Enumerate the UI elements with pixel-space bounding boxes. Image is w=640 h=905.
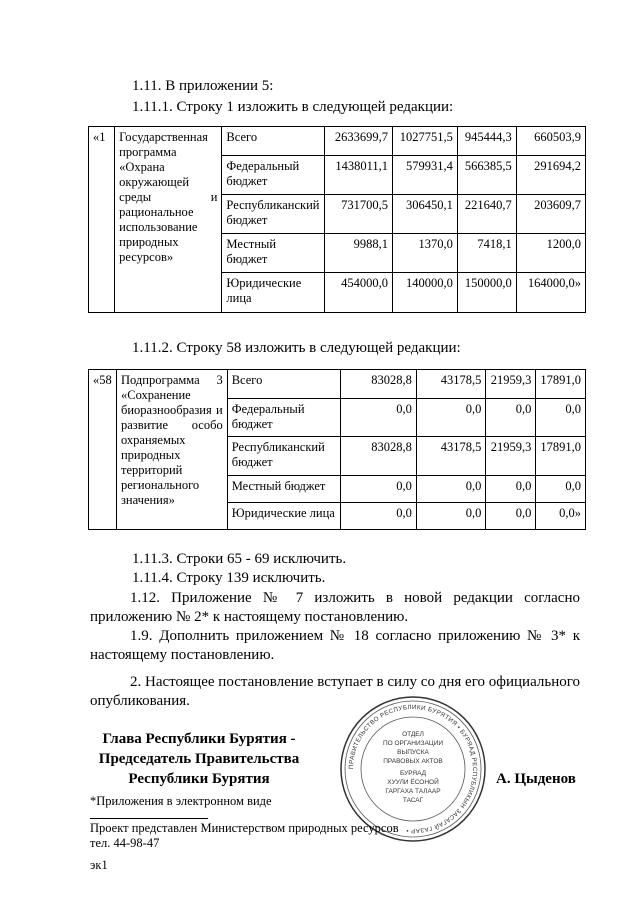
cell-value: 0,0	[486, 503, 536, 530]
signatory-title-3: Республики Бурятия	[128, 771, 270, 787]
row-label: Местный бюджет	[222, 234, 324, 273]
item-1-9: 1.9. Дополнить приложением № 18 согласно приложению № 3* к настоящему постановлению.	[90, 628, 580, 663]
row-label: Юридические лица	[227, 503, 341, 530]
item-2: 2. Настоящее постановление вступает в силу со дня его официального опубликования.	[90, 674, 580, 709]
cell-value: 291694,2	[516, 156, 585, 195]
cell-value: 306450,1	[393, 195, 458, 234]
row-number: «58	[89, 370, 117, 530]
subprogram-name: Подпрограмма 3 «Сохранение биоразнообразия и развитие особо охраняемых природных территорий регионального значения»	[116, 370, 227, 530]
cell-value: 83028,8	[341, 437, 416, 476]
cell-value: 1200,0	[516, 234, 585, 273]
cell-value: 9988,1	[324, 234, 393, 273]
cell-value: 0,0	[536, 476, 586, 503]
row-label: Всего	[222, 127, 324, 156]
cell-value: 2633699,7	[324, 127, 393, 156]
seal-line: ХУУЛИ ЁСОНОЙ	[387, 779, 439, 786]
cell-value: 660503,9	[516, 127, 585, 156]
table-row	[89, 127, 586, 156]
row-label: Республиканский бюджет	[222, 195, 324, 234]
cell-value: 0,0	[341, 503, 416, 530]
seal-line: ГАРГАХА ТАЛААР	[385, 788, 441, 795]
item-1-12: 1.12. Приложение № 7 изложить в новой редакции согласно приложению № 2* к настоящему постановлению.	[90, 590, 580, 625]
seal-ring-text: ПРАВИТЕЛЬСТВО РЕСПУБЛИКИ БУРЯТИЯ • БУРЯАД РЕСПУБЛИКЫН ЗАСАГАЙ ГАЗАР •	[347, 703, 479, 835]
seal-line: ВЫПУСКА	[397, 749, 429, 756]
seal-line: ПРАВОВЫХ АКТОВ	[383, 758, 443, 765]
footer-phone: тел. 44-98-47	[90, 836, 160, 850]
cell-value: 0,0»	[536, 503, 586, 530]
cell-value: 566385,5	[457, 156, 516, 195]
budget-table-row-58	[88, 369, 586, 530]
cell-value: 0,0	[416, 503, 486, 530]
footnote: *Приложения в электронном виде	[90, 794, 272, 808]
cell-value: 17891,0	[536, 370, 586, 399]
cell-value: 43178,5	[416, 437, 486, 476]
program-name: Государственная программа «Охрана окружающей среды и рациональное использование природных ресурсов»	[115, 127, 222, 313]
cell-value: 21959,3	[486, 437, 536, 476]
cell-value: 140000,0	[393, 273, 458, 313]
cell-value: 43178,5	[416, 370, 486, 399]
cell-value: 7418,1	[457, 234, 516, 273]
cell-value: 203609,7	[516, 195, 585, 234]
item-1-11-3: 1.11.3. Строки 65 - 69 исключить.	[132, 551, 347, 567]
budget-table-row-1	[88, 126, 586, 313]
row-label: Местный бюджет	[227, 476, 341, 503]
item-1-11-2: 1.11.2. Строку 58 изложить в следующей редакции:	[132, 340, 461, 356]
row-label: Федеральный бюджет	[222, 156, 324, 195]
footer-code: эк1	[90, 858, 108, 872]
row-label: Юридические лица	[222, 273, 324, 313]
row-label: Федеральный бюджет	[227, 399, 341, 437]
seal-line: ПО ОРГАНИЗАЦИИ	[382, 740, 444, 747]
cell-value: 1027751,5	[393, 127, 458, 156]
seal-line: ТАСАГ	[402, 797, 424, 804]
cell-value: 17891,0	[536, 437, 586, 476]
cell-value: 579931,4	[393, 156, 458, 195]
item-1-11-1: 1.11.1. Строку 1 изложить в следующей редакции:	[132, 99, 454, 115]
table-row	[89, 370, 586, 399]
cell-value: 0,0	[341, 476, 416, 503]
row-number: «1	[89, 127, 115, 313]
svg-text:ПРАВИТЕЛЬСТВО РЕСПУБЛИКИ БУРЯТ	[348, 704, 478, 834]
cell-value: 164000,0»	[516, 273, 585, 313]
cell-value: 1438011,1	[324, 156, 393, 195]
row-label: Всего	[227, 370, 341, 399]
cell-value: 0,0	[536, 399, 586, 437]
seal-line: ОТДЕЛ	[402, 731, 424, 738]
cell-value: 1370,0	[393, 234, 458, 273]
cell-value: 454000,0	[324, 273, 393, 313]
cell-value: 945444,3	[457, 127, 516, 156]
footer-project: Проект представлен Министерством природных ресурсов	[90, 821, 399, 835]
cell-value: 0,0	[416, 399, 486, 437]
cell-value: 150000,0	[457, 273, 516, 313]
signatory-name: А. Цыденов	[496, 771, 576, 787]
footer-divider	[90, 818, 208, 819]
cell-value: 221640,7	[457, 195, 516, 234]
signatory-title-2: Председатель Правительства	[98, 751, 300, 767]
signatory-title-1: Глава Республики Бурятия -	[102, 731, 296, 747]
cell-value: 0,0	[341, 399, 416, 437]
cell-value: 731700,5	[324, 195, 393, 234]
item-1-11-4: 1.11.4. Строку 139 исключить.	[132, 570, 326, 586]
cell-value: 0,0	[416, 476, 486, 503]
cell-value: 83028,8	[341, 370, 416, 399]
cell-value: 0,0	[486, 476, 536, 503]
seal-line: БУРЯАД	[399, 770, 427, 777]
row-label: Республиканский бюджет	[227, 437, 341, 476]
cell-value: 21959,3	[486, 370, 536, 399]
cell-value: 0,0	[486, 399, 536, 437]
item-1-11: 1.11. В приложении 5:	[132, 78, 274, 94]
